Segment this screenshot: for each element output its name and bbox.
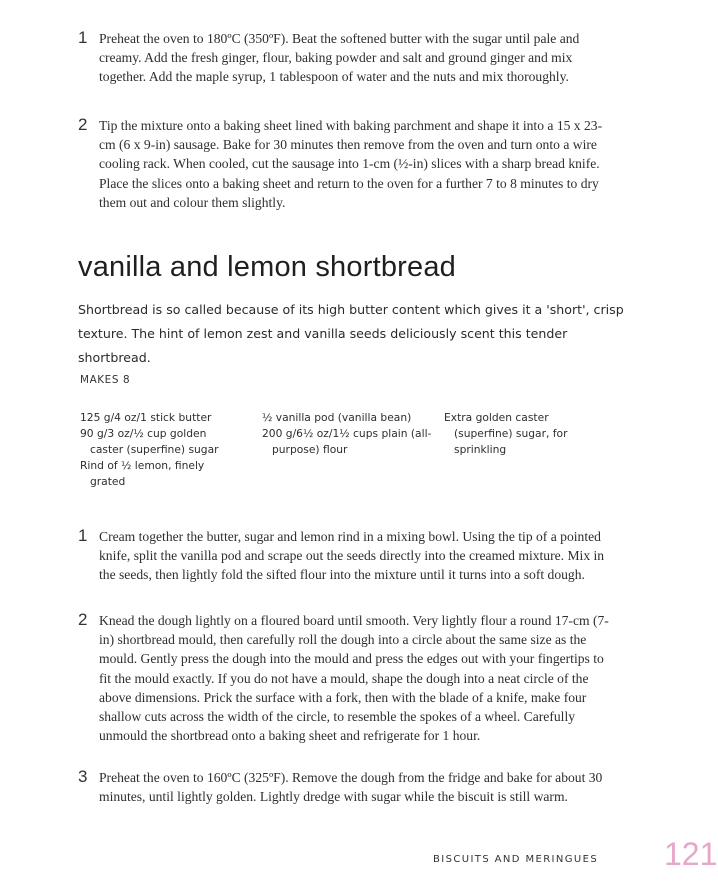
top-step-1 (78, 29, 618, 87)
step-text: Preheat the oven to 160ºC (325ºF). Remove the dough from the fridge and bake for about 30 minutes, until lightly golden. Lightly dredge with sugar while the biscuit is still warm. (99, 770, 603, 805)
ingredient-item: Rind of ½ lemon, finely grated (80, 459, 205, 488)
recipe-step-1 (78, 527, 618, 585)
recipe-yield: MAKES 8 (80, 374, 131, 386)
ingredient-item: 200 g/6½ oz/1½ cups plain (all-purpose) flour (262, 427, 432, 456)
step-number: 1 (78, 28, 88, 47)
ingredient-item: Extra golden caster (superfine) sugar, for sprinkling (444, 411, 568, 456)
step-number: 1 (78, 526, 88, 545)
ingredients-column-1 (80, 410, 230, 490)
step-number: 2 (78, 610, 88, 629)
step-text: Preheat the oven to 180ºC (350ºF). Beat the softened butter with the sugar until pale and creamy. Add the fresh ginger, flour, baking powder and salt and ground ginger and mix together. Add the maple syrup, 1 tablespoon of water and the nuts and mix thoroughly. (99, 31, 580, 85)
ingredients-column-2 (262, 410, 442, 458)
step-number: 3 (78, 767, 88, 786)
step-text: Knead the dough lightly on a floured board until smooth. Very lightly flour a round 17-cm (7-in) shortbread mould, then carefully roll the dough into a circle about the same size as the mould. Gently press the dough into the mould and press the edges out with your fingertips to fit the mould exactly. If you do not have a mould, shape the dough into a neat circle of the above dimensions. Prick the surface with a fork, then with the blade of a knife, make four shallow cuts across the width of the circle, to resemble the spokes of a wheel. Carefully unmould the shortbread onto a baking sheet and refrigerate for 1 hour. (99, 613, 609, 744)
ingredient-item: 125 g/4 oz/1 stick butter (80, 411, 212, 424)
page-number: 121 (664, 836, 718, 872)
ingredient-item: 90 g/3 oz/½ cup golden caster (superfine) sugar (80, 427, 219, 456)
step-number: 2 (78, 115, 88, 134)
step-text: Tip the mixture onto a baking sheet lined with baking parchment and shape it into a 15 x 23-cm (6 x 9-in) sausage. Bake for 30 minutes then remove from the oven and turn onto a wire cooling rack. When cooled, cut the sausage into 1-cm (½-in) slices with a sharp bread knife. Place the slices onto a baking sheet and return to the oven for a further 7 to 8 minutes to dry them out and colour them slightly. (99, 118, 603, 210)
recipe-step-3 (78, 768, 618, 806)
recipe-title: vanilla and lemon shortbread (78, 251, 456, 283)
step-text: Cream together the butter, sugar and lemon rind in a mixing bowl. Using the tip of a pointed knife, split the vanilla pod and scrape out the seeds directly into the creamed mixture. Mix in the seeds, then lightly fold the sifted flour into the mixture until it turns into a soft dough. (99, 529, 605, 583)
ingredients-column-3 (444, 410, 584, 458)
section-footer: BISCUITS AND MERINGUES (433, 854, 599, 865)
top-step-2 (78, 116, 618, 212)
recipe-intro: Shortbread is so called because of its high butter content which gives it a 'short', crisp texture. The hint of lemon zest and vanilla seeds deliciously scent this tender shortbread. (78, 302, 624, 365)
ingredient-item: ½ vanilla pod (vanilla bean) (262, 411, 412, 424)
recipe-step-2 (78, 611, 618, 745)
